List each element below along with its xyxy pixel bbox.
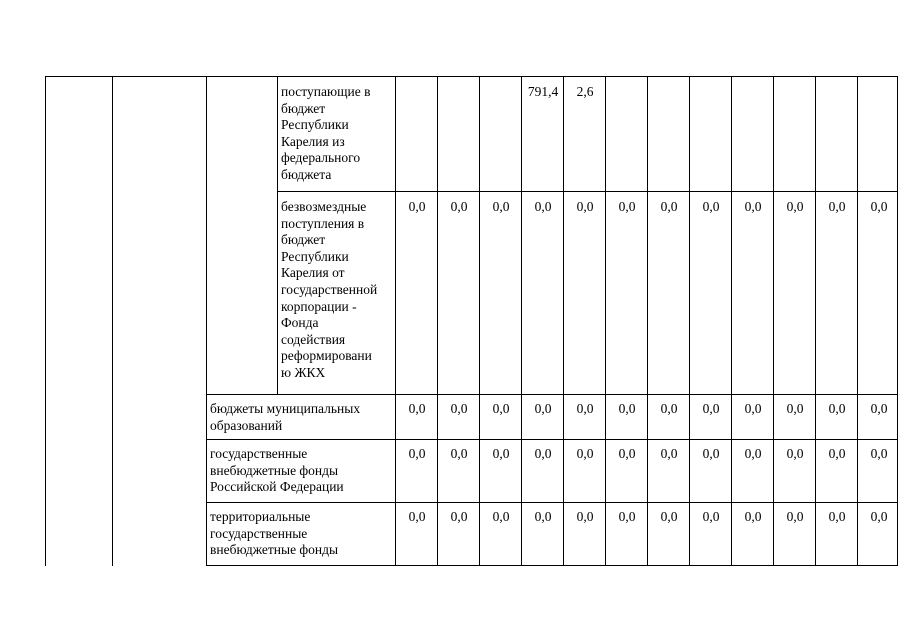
column-divider [897,76,898,566]
table-cell: 0,0 [576,199,594,214]
column-divider [395,76,396,566]
row-label: поступающие в бюджет Республики Карелия из федерального бюджета [281,84,371,182]
row-label: безвозмездные поступления в бюджет Республики Карелия от государственной корпорации - Фонда содействия реформировани ю ЖКХ [281,199,378,380]
table-cell: 0,0 [828,509,846,524]
column-divider [773,76,774,566]
table-cell: 0,0 [660,509,678,524]
table-cell: 0,0 [534,199,552,214]
table-cell: 0,0 [870,199,888,214]
table-cell: 0,0 [576,509,594,524]
row-divider [206,439,897,440]
table-cell: 0,0 [618,199,636,214]
row-label: территориальные государственные внебюджетные фонды [210,509,339,558]
table-cell: 0,0 [618,446,636,461]
table-cell: 0,0 [408,446,426,461]
table-cell: 0,0 [744,199,762,214]
table-cell: 0,0 [576,401,594,416]
column-divider [647,76,648,566]
table-cell: 0,0 [828,446,846,461]
table-cell: 0,0 [618,401,636,416]
table-cell: 0,0 [828,401,846,416]
column-divider [206,76,207,566]
column-divider [731,76,732,566]
row-divider [206,502,897,503]
column-divider [479,76,480,566]
column-divider [437,76,438,566]
table-cell: 0,0 [450,401,468,416]
table-cell: 2,6 [576,84,594,99]
table-cell: 0,0 [786,199,804,214]
table-cell: 0,0 [534,446,552,461]
column-divider [689,76,690,566]
table-cell: 0,0 [702,401,720,416]
row-divider [277,191,897,192]
column-divider [521,76,522,566]
column-divider [112,76,113,566]
column-divider [563,76,564,566]
column-divider [45,76,46,566]
column-divider [815,76,816,566]
column-divider [277,76,278,394]
table-cell: 0,0 [492,401,510,416]
table-cell: 0,0 [534,509,552,524]
table-cell: 0,0 [450,446,468,461]
table-cell: 0,0 [492,509,510,524]
table-cell: 0,0 [786,446,804,461]
row-label: бюджеты муниципальных образований [210,401,361,433]
column-divider [857,76,858,566]
table-cell: 0,0 [660,446,678,461]
table-cell: 0,0 [492,446,510,461]
table-cell: 0,0 [660,199,678,214]
table-cell: 0,0 [576,446,594,461]
table-cell: 0,0 [408,509,426,524]
table-cell: 0,0 [744,446,762,461]
table-cell: 0,0 [870,401,888,416]
row-divider [206,394,897,395]
table-top-border [45,76,897,77]
table-cell: 791,4 [527,84,559,99]
table-cell: 0,0 [786,509,804,524]
table-cell: 0,0 [618,509,636,524]
table-cell: 0,0 [870,446,888,461]
table-cell: 0,0 [408,199,426,214]
table-cell: 0,0 [450,509,468,524]
table-cell: 0,0 [450,199,468,214]
table-cell: 0,0 [744,401,762,416]
column-divider [605,76,606,566]
table-cell: 0,0 [702,509,720,524]
table-cell: 0,0 [660,401,678,416]
table-cell: 0,0 [828,199,846,214]
table-cell: 0,0 [408,401,426,416]
table-cell: 0,0 [702,199,720,214]
table-cell: 0,0 [786,401,804,416]
table-cell: 0,0 [744,509,762,524]
table-cell: 0,0 [534,401,552,416]
row-label: государственные внебюджетные фонды Российской Федерации [210,446,344,495]
table-cell: 0,0 [870,509,888,524]
table-cell: 0,0 [702,446,720,461]
table-cell: 0,0 [492,199,510,214]
row-divider [206,565,897,566]
